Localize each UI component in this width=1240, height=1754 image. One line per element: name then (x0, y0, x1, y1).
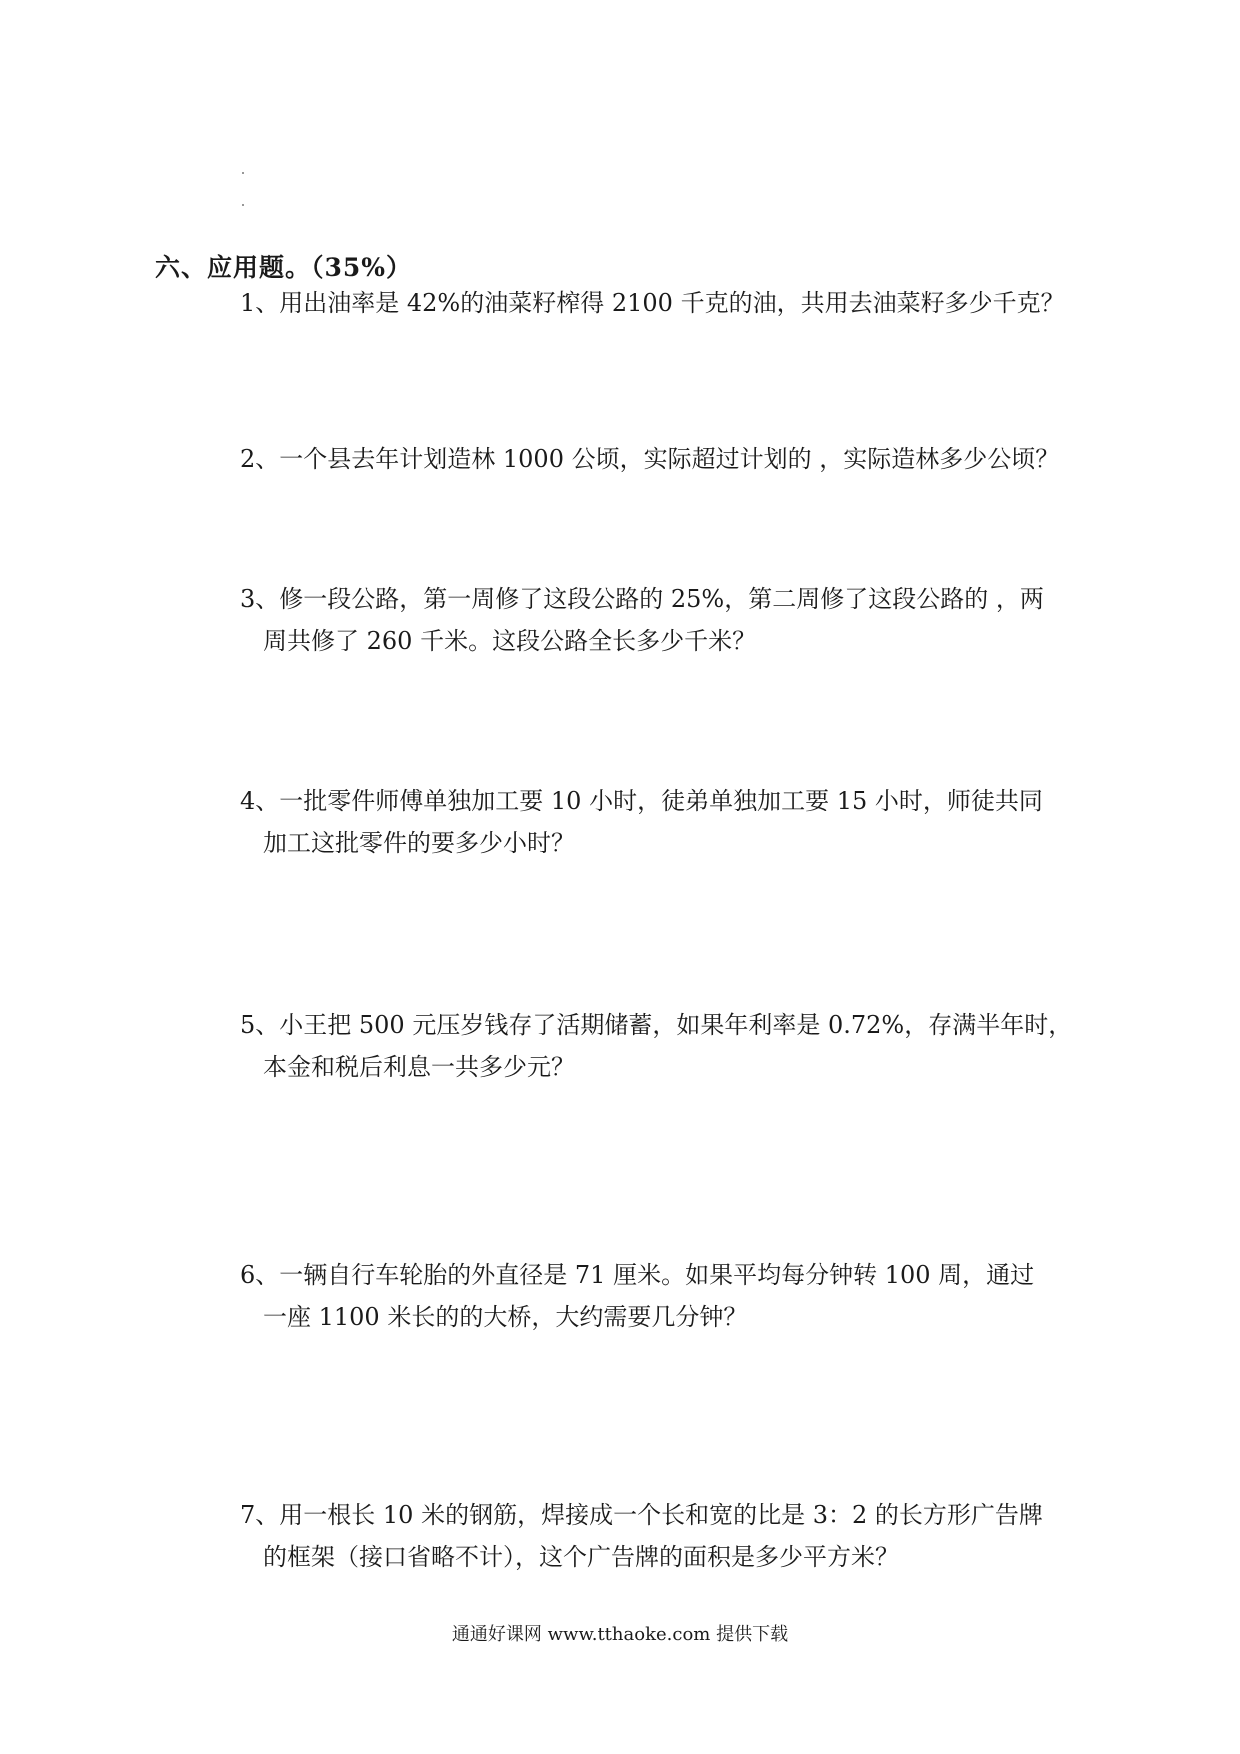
question-5 (240, 1004, 1073, 1088)
question-line: 7、用一根长 10 米的钢筋，焊接成一个长和宽的比是 3：2 的长方形广告牌 (240, 1501, 1043, 1529)
question-4 (240, 780, 1060, 864)
question-line: 5、小王把 500 元压岁钱存了活期储蓄，如果年利率是 0.72%，存满半年时， (240, 1011, 1073, 1039)
question-line: 6、一辆自行车轮胎的外直径是 71 厘米。如果平均每分钟转 100 周，通过 (240, 1261, 1035, 1289)
question-1 (240, 282, 1065, 324)
question-3 (240, 578, 1060, 662)
scan-speck (242, 204, 244, 206)
question-line: 的框架（接口省略不计），这个广告牌的面积是多少平方米？ (263, 1543, 899, 1571)
question-line: 3、修一段公路，第一周修了这段公路的 25%，第二周修了这段公路的 ，两 (240, 585, 1044, 613)
footer-credit: 通通好课网 www.tthaoke.com 提供下载 (451, 1624, 789, 1645)
question-line: 2、一个县去年计划造林 1000 公顷，实际超过计划的 ，实际造林多少公顷？ (240, 445, 1060, 473)
question-7 (240, 1494, 1060, 1578)
question-2 (240, 438, 1060, 480)
question-line: 一座 1100 米长的的大桥，大约需要几分钟？ (263, 1303, 748, 1331)
scan-speck (242, 172, 244, 174)
question-line: 本金和税后利息一共多少元？ (263, 1053, 575, 1081)
section-title: 六、应用题。（35%） (155, 253, 413, 282)
question-line: 1、用出油率是 42%的油菜籽榨得 2100 千克的油，共用去油菜籽多少千克？ (240, 289, 1065, 317)
question-line: 4、一批零件师傅单独加工要 10 小时，徒弟单独加工要 15 小时，师徒共同 (240, 787, 1043, 815)
question-line: 周共修了 260 千米。这段公路全长多少千米？ (263, 627, 757, 655)
question-6 (240, 1254, 1060, 1338)
question-line: 加工这批零件的要多少小时？ (263, 829, 575, 857)
